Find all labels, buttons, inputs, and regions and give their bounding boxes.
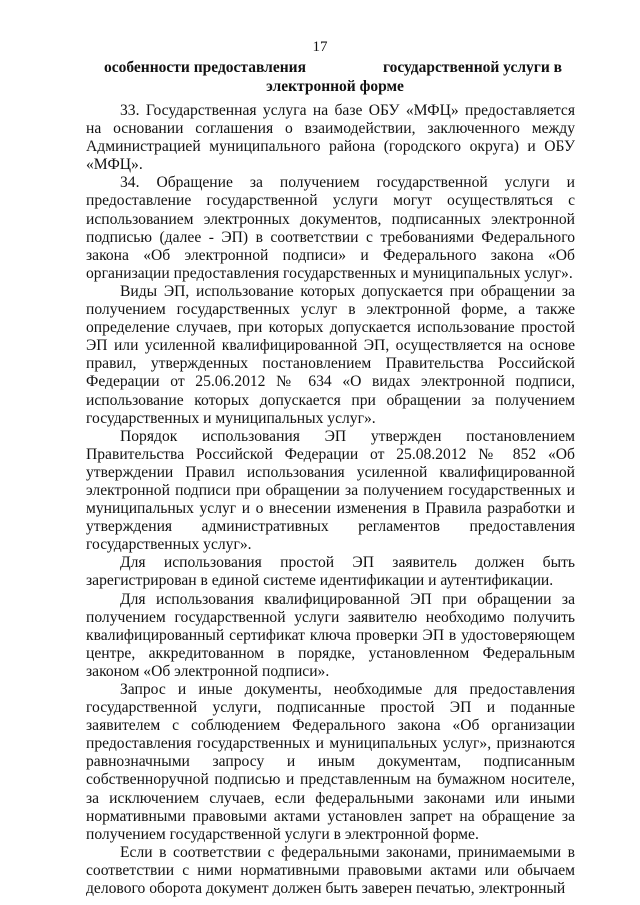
- paragraph-ep-types: Виды ЭП, использование которых допускается при обращении за получением государственных услуг в электронной форме, а также определение случаев, при которых допускается использование простой ЭП или усиленной квалифицированной ЭП, осуществляется на основе правил, утвержденных постановлением Правительства Российской Федерации от 25.06.2012 № 634 «О видах электронной подписи, использование которых допускается при обращении за получением государственных и муниципальных услуг».: [86, 282, 575, 427]
- paragraph-seal: Если в соответствии с федеральными законами, принимаемыми в соответствии с ними нормативными правовыми актами или обычаем делового оборота документ должен быть заверен печатью, электронный: [86, 843, 575, 898]
- paragraph-33: 33. Государственная услуга на базе ОБУ «МФЦ» предоставляется на основании соглашения о взаимодействии, заключенного между Администрацией муниципального района (городского округа) и ОБУ «МФЦ».: [86, 102, 575, 174]
- section-heading: [86, 58, 578, 96]
- paragraph-ep-procedure: Порядок использования ЭП утвержден постановлением Правительства Российской Федерации от 25.08.2012 № 852 «Об утверждении Правил использования усиленной квалифицированной электронной подписи при обращении за получением государственных и муниципальных услуг и о внесении изменения в Правила разработки и утверждения административных регламентов предоставления государственных услуг».: [86, 427, 575, 554]
- paragraph-qualified-ep: Для использования квалифицированной ЭП при обращении за получением государственной услуги заявителю необходимо получить квалифицированный сертификат ключа проверки ЭП в удостоверяющем центре, аккредитованном в порядке, установленном Федеральным законом «Об электронной подписи».: [86, 590, 575, 680]
- section-heading-left: особенности предоставления: [104, 59, 306, 76]
- paragraph-34: 34. Обращение за получением государственной услуги и предоставление государственной услуги могут осуществляться с использованием электронных документов, подписанных электронной подписью (далее - ЭП) в соответствии с требованиями Федерального закона «Об электронной подписи» и Федерального закона «Об организации предоставления государственных и муниципальных услуг».: [86, 174, 575, 282]
- section-heading-line-1: [86, 58, 578, 77]
- paragraph-equivalence: Запрос и иные документы, необходимые для предоставления государственной услуги, подписанные простой ЭП и поданные заявителем с соблюдением Федерального закона «Об организации предоставления государственных и муниципальных услуг», признаются равнозначными запросу и иным документам, подписанным собственноручной подписью и представленным на бумажном носителе, за исключением случаев, если федеральными законами или иными нормативными правовыми актами установлен запрет на обращение за получением государственной услуги в электронной форме.: [86, 681, 575, 843]
- section-heading-line-2: электронной форме: [266, 78, 404, 95]
- body-text: [86, 102, 575, 898]
- section-heading-right: государственной услуги в: [382, 59, 562, 76]
- page-number: 17: [312, 39, 328, 55]
- paragraph-simple-ep: Для использования простой ЭП заявитель должен быть зарегистрирован в единой системе идентификации и аутентификации.: [86, 554, 575, 590]
